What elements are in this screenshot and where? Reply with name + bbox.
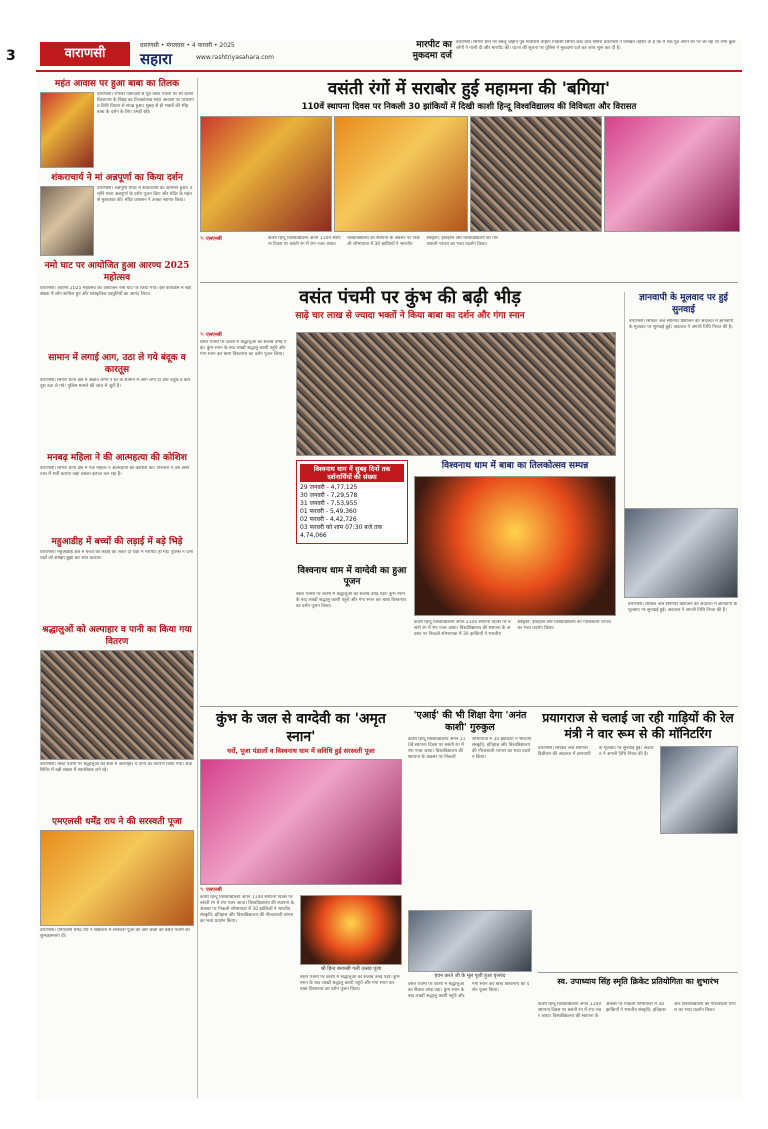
stats-row: 03 फरवरी को शाम 07:30 बजे तक 4,74,066 — [300, 524, 383, 539]
ai-headline: 'एआई' की भी शिक्षा देगा 'अनंत काशी' गुरुकुल — [413, 710, 527, 733]
byline: ✎ एसएनबी — [200, 887, 222, 893]
masthead — [6, 40, 742, 68]
byline-text: एसएनबी — [205, 332, 222, 338]
brief-body: वाराणसी। सिगरा थाना क्षेत्र में अज्ञात लोगों ने घर के सामान में आग लगा दी और बंदूक व कारतूस उठा ले गये। पुलिस मामले की जांच में जुटी है। — [40, 378, 191, 389]
section-divider — [200, 706, 738, 707]
sports-body: काशी हिन्दू विश्वविद्यालय अपने 110वें स्थापना दिवस पर बसंती रंग में रंगा नजर आया। विश्वविद्यालय की स्थापना के अवसर पर निकली शोभायात्रा में 30 झांकियों ने भारतीय संस्कृति, इतिहास और विश्वविद्यालय की गौरवशाली परंपरा का भव्य प्रदर्शन किया। — [538, 1002, 736, 1019]
second-subhead: साढ़े चार लाख से ज्यादा भक्तों ने किया बाबा का दर्शन और गंगा स्नान — [295, 311, 525, 321]
website: www.rashtriyasahara.com — [196, 54, 275, 61]
brief-body: वाराणसी। अन्नपूर्णा मंदिर में शंकराचार्य का आगमन हुआ। उन्होंने माता अन्नपूर्णा के दर्शन पूजन किए और मंदिर के महंत से मुलाकात की। मंदिर प्रशासन ने उनका स्वागत किया। — [97, 186, 193, 203]
brief-photo — [40, 830, 194, 926]
brief-photo — [40, 92, 94, 168]
gyanvapi-photo — [624, 508, 738, 598]
brief-headline: शंकराचार्य ने मां अन्नपूर्णा का किया दर्शन — [51, 173, 183, 183]
ai-body-2: वसंत पंचमी पर काशी में श्रद्धालुओं का सैलाब उमड़ पड़ा। कुंभ स्नान के बाद लाखों श्रद्धालु काशी पहुंचे और गंगा स्नान कर बाबा विश्वनाथ का दर्शन पूजन किया। — [408, 982, 530, 999]
ai-body: काशी हिन्दू विश्वविद्यालय अपने 110वें स्थापना दिवस पर बसंती रंग में रंगा नजर आया। विश्वविद्यालय की स्थापना के अवसर पर निकली शोभायात्रा में 30 झांकियों ने भारतीय संस्कृति, इतिहास और विश्वविद्यालय की गौरवशाली परंपरा का भव्य प्रदर्शन किया। — [408, 737, 532, 760]
dateline: वाराणसी • मंगलवार • 4 फरवरी • 2025 — [140, 42, 235, 49]
kumbh-body: काशी हिन्दू विश्वविद्यालय अपने 110वें स्थापना दिवस पर बसंती रंग में रंगा नजर आया। विश्वविद्यालय की स्थापना के अवसर पर निकली शोभायात्रा में 30 झांकियों ने भारतीय संस्कृति, इतिहास और विश्वविद्यालय की गौरवशाली परंपरा का भव्य प्रदर्शन किया। — [200, 895, 294, 924]
brief-photo — [40, 186, 94, 256]
stats-row: 02 फरवरी - 4,42,726 — [300, 516, 357, 523]
section-title: वाराणसी — [40, 42, 130, 66]
brief-body: वाराणसी। सिगरा थाना क्षेत्र में एक महिला ने आत्महत्या की कोशिश की। परिजनों ने उसे अस्पताल में भर्ती कराया जहां उसका इलाज चल रहा है। — [40, 466, 190, 477]
stats-title: विश्वनाथ धाम में सुबह दिनों तक दर्शनार्थियों की संख्या — [300, 464, 404, 482]
lead-photo — [604, 116, 740, 232]
tilak-photo — [414, 476, 616, 616]
railway-headline: प्रयागराज से चलाई जा रही गाड़ियों की रेल मंत्री ने वार रूम से की मॉनिटरिंग — [542, 710, 734, 741]
ai-photo — [408, 910, 532, 972]
kumbh-subhead: घरों, पूजा पंडालों व विश्वनाथ धाम में सविधि हुई सरस्वती पूजा — [227, 747, 375, 755]
gyanvapi-headline: ज्ञानवापी के मूलवाद पर हुई सुनवाई — [639, 293, 728, 315]
brief-photo — [40, 650, 194, 760]
brief-headline: नमो घाट पर आयोजित हुआ आरण्य 2025 महोत्सव — [44, 261, 190, 283]
idol-caption: श्री हिन्द बनारसी गली उत्सव पूजा — [320, 966, 382, 972]
brief-headline: मनबढ़ महिला ने की आत्महत्या की कोशिश — [47, 453, 187, 463]
kumbh-headline: कुंभ के जल से वाग्देवी का 'अमृत स्नान' — [216, 711, 386, 745]
lead-subhead: 110वें स्थापना दिवस पर निकली 30 झांकियों में दिखी काशी हिन्दू विश्वविद्यालय की विविधता और विरासत — [301, 102, 637, 112]
tilak-body: काशी हिन्दू विश्वविद्यालय अपने 110वें स्थापना दिवस पर बसंती रंग में रंगा नजर आया। विश्वविद्यालय की स्थापना के अवसर पर निकली शोभायात्रा में 30 झांकियों ने भारतीय संस्कृति, इतिहास और विश्वविद्यालय की गौरवशाली परंपरा का भव्य प्रदर्शन किया। — [414, 620, 611, 637]
worship-body: वसंत पंचमी पर काशी में श्रद्धालुओं का सैलाब उमड़ पड़ा। कुंभ स्नान के बाद लाखों श्रद्धालु काशी पहुंचे और गंगा स्नान कर बाबा विश्वनाथ का दर्शन पूजन किया। — [296, 592, 406, 609]
teaser-body: वाराणसी। सिगरा थाने पर बबलू चौहान पुत्र मोतीराम चौहान निवासी सिगरा कोट वाल सिगरा वाराणसी ने लिखित तहरीर दी है कि मैं एक पुत्र अपने घर पर जा रहा था तभी कुछ लोगों ने गाली दी और मारपीट की। घटना की सूचना पर पुलिस ने मुकदमा दर्ज कर जांच शुरू कर दी है। — [456, 40, 736, 51]
second-body: वसंत पंचमी पर काशी में श्रद्धालुओं का सैलाब उमड़ पड़ा। कुंभ स्नान के बाद लाखों श्रद्धालु काशी पहुंचे और गंगा स्नान कर बाबा विश्वनाथ का दर्शन पूजन किया। — [200, 340, 287, 357]
stats-row: 30 जनवरी - 7,29,578 — [300, 492, 358, 499]
lead-photo — [334, 116, 468, 232]
byline: ✎ एसएनबी — [200, 332, 222, 338]
lead-headline: वसंती रंगों में सराबोर हुई महामना की 'बगिया' — [327, 79, 611, 99]
tilak-headline: विश्वनाथ धाम में बाबा का तिलकोत्सव सम्पन्न — [441, 461, 589, 471]
byline-text: एसएनबी — [205, 887, 222, 893]
lead-photo — [200, 116, 332, 232]
brief-headline: महुआडीह में बच्चों की लड़ाई में बड़े भिड़े — [51, 537, 183, 547]
brief-body: वाराणसी। एमएलसी धर्मेंद्र राय ने विद्यालय में सरस्वती पूजा की और छात्रों को वसंत पंचमी की शुभकामनाएं दीं। — [40, 928, 190, 939]
stats-row: 01 फरवरी - 5,49,360 — [300, 508, 357, 515]
main-area — [200, 78, 738, 1098]
brand-logo: सहारा — [140, 50, 173, 68]
stats-box — [296, 460, 408, 544]
left-column — [40, 78, 194, 1098]
brief-body: वाराणसी। रंगभरी एकादशी से पूर्व वसंत पंचमी पर श्री काशी विश्वनाथ के विग्रह का तिलकोत्सव महंत आवास पर परंपरागत विधि विधान से संपन्न हुआ। सुबह से ही भक्तों की भीड़ बाबा के दर्शन के लिए उमड़ी रही। — [97, 92, 194, 115]
stats-row: 31 जनवरी - 7,53,955 — [300, 500, 358, 507]
brief-body: वाराणसी। महुआडीह क्षेत्र में बच्चों की लड़ाई को लेकर दो पक्षों में मारपीट हो गई। पुलिस ने दोनों पक्षों को समझा बुझा कर शांत कराया। — [40, 550, 194, 561]
brief-headline: श्रद्धालुओं को अल्पाहार व पानी का किया गया वितरण — [42, 625, 192, 647]
stats-row: 29 जनवरी - 4,77,125 — [300, 484, 358, 491]
railway-body: वाराणसी। सिविल जज सीनियर डिवीजन की अदालत में ज्ञानवापी के मूलवाद पर सुनवाई हुई। अदालत ने अगली तिथि नियत की है। — [538, 746, 654, 757]
kumbh-photo — [200, 759, 402, 885]
brief-headline: एमएलसी धर्मेंद्र राय ने की सरस्वती पूजा — [52, 817, 182, 827]
worship-headline: विश्वनाथ धाम में वाग्देवी का हुआ पूजन — [297, 566, 407, 587]
byline: ✎ एसएनबी — [200, 236, 222, 242]
column-divider — [197, 78, 198, 1098]
lead-body: काशी हिन्दू विश्वविद्यालय अपने 110वें स्थापना दिवस पर बसंती रंग में रंगा नजर आया। विश्वविद्यालय की स्थापना के अवसर पर निकली शोभायात्रा में 30 झांकियों ने भारतीय संस्कृति, इतिहास और विश्वविद्यालय की गौरवशाली परंपरा का भव्य प्रदर्शन किया। — [268, 236, 498, 247]
page-number: 3 — [6, 48, 16, 64]
ai-caption: हवन करते जी के मूल पूजी हुआ वृत्तपद — [434, 973, 506, 979]
idol-photo — [300, 895, 402, 965]
byline-text: एसएनबी — [205, 236, 222, 242]
brief-headline: महंत आवास पर हुआ बाबा का तिलक — [54, 79, 180, 89]
gyanvapi-body-2: वाराणसी। सिविल जज सीनियर डिवीजन की अदालत में ज्ञानवापी के मूलवाद पर सुनवाई हुई। अदालत ने अगली तिथि नियत की है। — [628, 602, 738, 613]
kumbh-body-2: वसंत पंचमी पर काशी में श्रद्धालुओं का सैलाब उमड़ पड़ा। कुंभ स्नान के बाद लाखों श्रद्धालु काशी पहुंचे और गंगा स्नान कर बाबा विश्वनाथ का दर्शन पूजन किया। — [300, 975, 400, 992]
second-headline: वसंत पंचमी पर कुंभ की बढ़ी भीड़ — [299, 287, 521, 308]
section-divider — [538, 972, 738, 973]
brief-headline: सामान में लगाई आग, उठा ले गये बंदूक व कारतूस — [48, 353, 186, 375]
masthead-rule — [36, 70, 742, 72]
gyanvapi-body: वाराणसी। सिविल जज सीनियर डिवीजन की अदालत में ज्ञानवापी के मूलवाद पर सुनवाई हुई। अदालत ने अगली तिथि नियत की है। — [629, 319, 734, 330]
brief-body: वाराणसी। आरण्य 2025 महोत्सव का आयोजन नमो घाट पर किया गया। इस कार्यक्रम में बड़ी संख्या में लोग शामिल हुए और सांस्कृतिक प्रस्तुतियों का आनंद लिया। — [40, 286, 192, 297]
teaser-headline: मारपीट का मुकदमा दर्ज — [412, 40, 452, 61]
second-photo — [296, 332, 616, 456]
section-divider — [200, 282, 738, 283]
lead-photo — [470, 116, 602, 232]
brief-body: वाराणसी। वसंत पंचमी पर श्रद्धालुओं की सेवा में अल्पाहार व पानी का वितरण किया गया। सेवा शिविर में बड़ी संख्या में स्वयंसेवक लगे रहे। — [40, 762, 193, 773]
minister-photo — [660, 746, 738, 834]
sports-headline: स्व. उपाध्याय सिंह स्मृति क्रिकेट प्रतियोगिता का शुभारंभ — [557, 976, 719, 986]
